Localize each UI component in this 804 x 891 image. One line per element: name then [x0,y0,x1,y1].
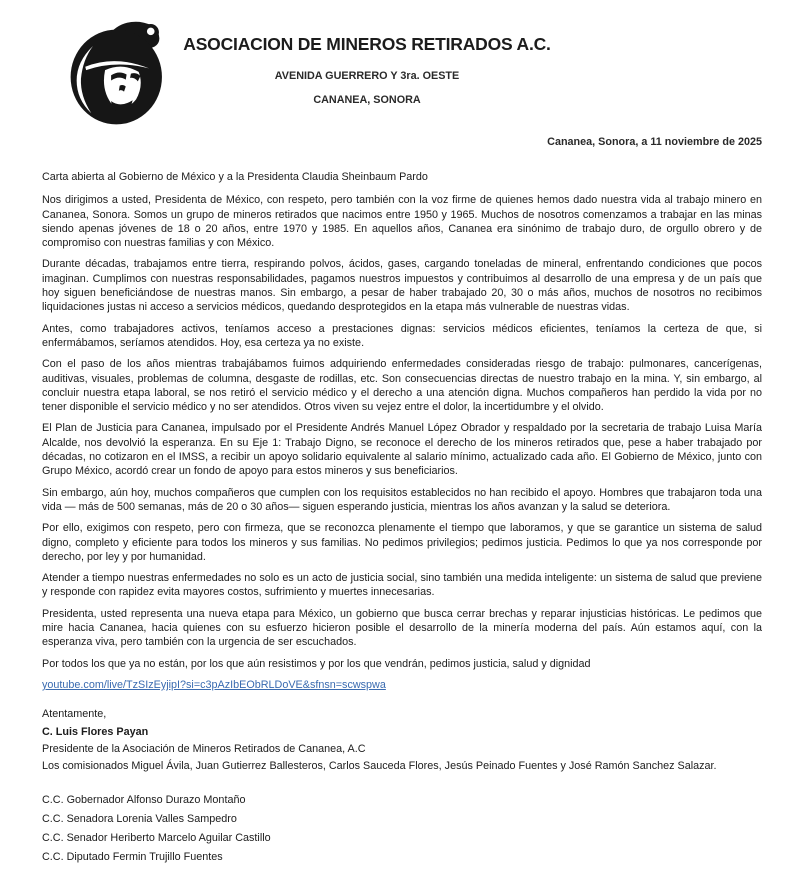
city-line: CANANEA, SONORA [313,94,421,106]
paragraph-3: Antes, como trabajadores activos, teníamos acceso a prestaciones dignas: servicios médicos eficientes, teníamos la certeza de que, si enfermábamos, seríamos atendidos. Hoy, esa certeza ya no existe. [42,322,762,349]
cc-line-senator-2: C.C. Senador Heriberto Marcelo Aguilar Castillo [42,831,271,844]
commissioners-line: Los comisionados Miguel Ávila, Juan Gutierrez Ballesteros, Carlos Sauceda Flores, Jesús Peinado Fuentes y José Ramón Sanchez Salazar. [42,760,717,773]
signer-title: Presidente de la Asociación de Mineros Retirados de Cananea, A.C [42,742,366,755]
cc-list [42,793,762,864]
cc-line-governor: C.C. Gobernador Alfonso Durazo Montaño [42,794,246,807]
paragraph-6: Sin embargo, aún hoy, muchos compañeros que cumplen con los requisitos establecidos no han recibido el apoyo. Hombres que trabajaron toda una vida — más de 500 semanas, más de 20 o 30 años— siguen esperando justicia, mientras los años avanzan y la salud se deteriora. [42,486,762,513]
closing-line: Atentamente, [42,708,107,721]
signer-name: C. Luis Flores Payan [42,725,149,738]
paragraph-10: Por todos los que ya no están, por los que aún resistimos y por los que vendrán, pedimos justicia, salud y dignidad [42,657,591,670]
cc-line-deputy: C.C. Diputado Fermin Trujillo Fuentes [42,850,223,863]
paragraph-1: Nos dirigimos a usted, Presidenta de México, con respeto, pero también con la voz firme de quienes hemos dado nuestra vida al trabajo minero en Cananea, Sonora. Somos un grupo de mineros retirados que nacimos entre 1950 y 1965. Muchos de nosotros comenzamos a trabajar en las minas siendo apenas jóvenes de 18 o 20 años, entre 1970 y 1985. En aquellos años, Cananea era sinónimo de trabajo duro, de orgullo obrero y de compromiso con nuestras familias y con México. [42,194,762,250]
signature-block [42,707,762,773]
youtube-live-link[interactable]: youtube.com/live/TzSIzEyjipI?si=c3pAzIbEObRLDoVE&sfnsn=scwspwa [42,678,386,691]
cc-line-senator-1: C.C. Senadora Lorenia Valles Sampedro [42,813,237,826]
dateline: Cananea, Sonora, a 11 noviembre de 2025 [547,136,762,148]
paragraph-2: Durante décadas, trabajamos entre tierra, respirando polvos, ácidos, gases, cargando toneladas de mineral, enfrentando condiciones que pocos imaginan. Cumplimos con nuestras responsabilidades, pagamos nuestros impuestos y contribuimos al desarrollo de una empresa y de un país que hoy siguen beneficiándose de nuestras manos. Sin embargo, a pesar de haber trabajado 20, 30 o más años, muchos de nosotros no recibimos liquidaciones justas ni acceso a servicios médicos, quedando desprotegidos en la etapa más vulnerable de nuestras vidas. [42,258,762,314]
letterhead-text [182,12,552,106]
subject-line: Carta abierta al Gobierno de México y a la Presidenta Claudia Sheinbaum Pardo [42,171,428,183]
paragraph-8: Atender a tiempo nuestras enfermedades no solo es un acto de justicia social, sino también una medida inteligente: un sistema de salud que previene y responde con rapidez evita mayores costos, sufrimiento y muertes innecesarias. [42,572,762,599]
letter-body [42,170,762,864]
letterhead [42,12,762,130]
paragraph-4: Con el paso de los años mientras trabajábamos fuimos adquiriendo enfermedades consideradas riesgo de trabajo: pulmonares, cancerígenas, auditivas, visuales, problemas de columna, desgaste de rodillas, etc. Son consecuencias directas de nuestro trabajo en la mina. Y, sin embargo, al concluir nuestra etapa laboral, se nos retiró el servicio médico y el derecho a una atención digna. Muchos compañeros han perdido la vida por no tener disponible el servicio médico y no ser atendidos. Otros viven su vejez entre el dolor, la incertidumbre y el olvido. [42,358,762,414]
organization-name: ASOCIACION DE MINEROS RETIRADOS A.C. [183,34,551,54]
link-line [42,678,762,692]
miner-logo-icon [62,12,174,130]
paragraph-7: Por ello, exigimos con respeto, pero con firmeza, que se reconozca plenamente el tiempo que laboramos, y que se garantice un sistema de salud digno, completo y eficiente para todos los mineros y sus familias. No pedimos privilegios; pedimos justicia. Pedimos lo que ya nos corresponde por derecho, por ley y por humanidad. [42,522,762,563]
address-line: AVENIDA GUERRERO Y 3ra. OESTE [274,70,460,82]
paragraph-5: El Plan de Justicia para Cananea, impulsado por el Presidente Andrés Manuel López Obrador y respaldado por la secretaria de trabajo Luisa María Alcalde, nos devolvió la esperanza. En su Eje 1: Trabajo Digno, se reconoce el derecho de los mineros retirados que, pese a haber trabajado por décadas, no cotizaron en el IMSS, a recibir un apoyo solidario equivalente al salario mínimo, actualizado cada año. El Gobierno de México, junto con Grupo México, acordó crear un fondo de apoyo para estos mineros y sus beneficiarios. [42,422,762,478]
paragraph-9: Presidenta, usted representa una nueva etapa para México, un gobierno que busca cerrar brechas y reparar injusticias históricas. Le pedimos que mire hacia Cananea, hacia quienes con su esfuerzo hicieron posible el desarrollo de la minería moderna del país. Aún estamos aquí, con la esperanza viva, pero también con la urgencia de ser escuchados. [42,607,762,649]
